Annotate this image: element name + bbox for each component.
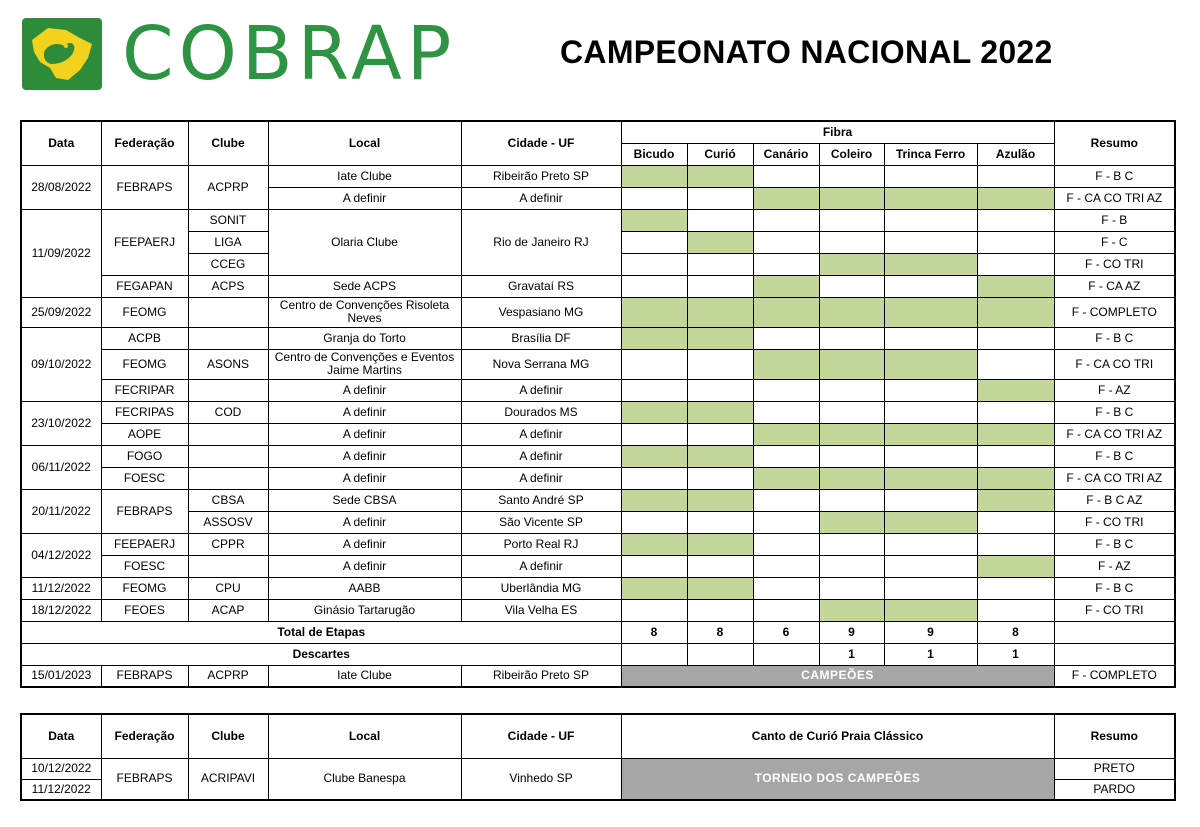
fibra-cell [977, 275, 1054, 297]
fibra-cell [819, 327, 884, 349]
federation-cell: FEBRAPS [101, 665, 188, 687]
descartes-value: 1 [819, 643, 884, 665]
federation-cell: FEBRAPS [101, 489, 188, 533]
federation-cell: FOESC [101, 467, 188, 489]
fibra-cell [977, 423, 1054, 445]
club-cell [188, 327, 268, 349]
fibra-cell [687, 165, 753, 187]
federation-cell: FECRIPAR [101, 379, 188, 401]
fibra-cell [621, 275, 687, 297]
resumo-cell: F - CO TRI [1054, 599, 1175, 621]
fibra-cell [687, 423, 753, 445]
fibra-cell [819, 297, 884, 327]
fibra-cell [884, 165, 977, 187]
header-resumo: Resumo [1054, 714, 1175, 758]
fibra-cell [753, 511, 819, 533]
federation-cell: FEOES [101, 599, 188, 621]
city-cell: A definir [461, 379, 621, 401]
fibra-cell [753, 187, 819, 209]
resumo-cell: F - AZ [1054, 379, 1175, 401]
club-cell: ACAP [188, 599, 268, 621]
fibra-cell [753, 327, 819, 349]
header-resumo: Resumo [1054, 121, 1175, 165]
total-value: 9 [884, 621, 977, 643]
fibra-cell [621, 187, 687, 209]
club-cell: CCEG [188, 253, 268, 275]
resumo-cell: F - B [1054, 209, 1175, 231]
page-title: CAMPEONATO NACIONAL 2022 [560, 34, 1053, 70]
fibra-cell [977, 489, 1054, 511]
fibra-cell [687, 209, 753, 231]
fibra-cell [753, 401, 819, 423]
descartes-resumo [1054, 643, 1175, 665]
club-cell: ACPRP [188, 665, 268, 687]
fibra-cell [819, 489, 884, 511]
header-bird: Azulão [977, 143, 1054, 165]
header-federacao: Federação [101, 714, 188, 758]
fibra-cell [621, 253, 687, 275]
resumo-cell: F - AZ [1054, 555, 1175, 577]
header-local: Local [268, 714, 461, 758]
fibra-cell [753, 423, 819, 445]
fibra-cell [687, 555, 753, 577]
fibra-cell [884, 401, 977, 423]
club-cell: CPU [188, 577, 268, 599]
fibra-cell [621, 401, 687, 423]
city-cell: Vespasiano MG [461, 297, 621, 327]
fibra-cell [819, 467, 884, 489]
fibra-cell [977, 231, 1054, 253]
federation-cell: FEEPAERJ [101, 533, 188, 555]
header-bird: Trinca Ferro [884, 143, 977, 165]
date-cell: 04/12/2022 [21, 533, 101, 577]
club-cell [188, 555, 268, 577]
city-cell: Gravataí RS [461, 275, 621, 297]
total-value: 8 [687, 621, 753, 643]
resumo-cell: F - COMPLETO [1054, 297, 1175, 327]
city-cell: Vila Velha ES [461, 599, 621, 621]
resumo-cell: F - C [1054, 231, 1175, 253]
fibra-cell [687, 533, 753, 555]
fibra-cell [687, 297, 753, 327]
fibra-cell [753, 253, 819, 275]
resumo-cell: PRETO [1054, 758, 1175, 779]
resumo-cell: F - B C [1054, 577, 1175, 599]
header-cidade: Cidade - UF [461, 121, 621, 165]
federation-cell: FOGO [101, 445, 188, 467]
fibra-cell [819, 231, 884, 253]
federation-cell: FOESC [101, 555, 188, 577]
resumo-cell: F - B C [1054, 165, 1175, 187]
fibra-cell [819, 511, 884, 533]
local-cell: Ginásio Tartarugão [268, 599, 461, 621]
local-cell: A definir [268, 187, 461, 209]
federation-cell: ACPB [101, 327, 188, 349]
club-cell: ASSOSV [188, 511, 268, 533]
fibra-cell [621, 349, 687, 379]
date-cell: 15/01/2023 [21, 665, 101, 687]
fibra-cell [819, 533, 884, 555]
fibra-cell [884, 187, 977, 209]
fibra-cell [884, 349, 977, 379]
resumo-cell: F - COMPLETO [1054, 665, 1175, 687]
local-cell: AABB [268, 577, 461, 599]
fibra-cell [977, 533, 1054, 555]
fibra-cell [621, 489, 687, 511]
club-cell: ACPRP [188, 165, 268, 209]
fibra-cell [977, 349, 1054, 379]
fibra-cell [884, 511, 977, 533]
local-cell: Iate Clube [268, 165, 461, 187]
city-cell: Uberlândia MG [461, 577, 621, 599]
fibra-cell [977, 467, 1054, 489]
federation-cell: FEOMG [101, 297, 188, 327]
fibra-cell [621, 231, 687, 253]
fibra-cell [753, 467, 819, 489]
date-cell: 25/09/2022 [21, 297, 101, 327]
fibra-cell [687, 511, 753, 533]
city-cell: Brasília DF [461, 327, 621, 349]
fibra-cell [687, 327, 753, 349]
club-cell [188, 379, 268, 401]
fibra-cell [753, 599, 819, 621]
fibra-cell [621, 327, 687, 349]
descartes-value [621, 643, 687, 665]
fibra-cell [753, 231, 819, 253]
resumo-cell: F - CO TRI [1054, 253, 1175, 275]
fibra-cell [819, 401, 884, 423]
fibra-cell [977, 599, 1054, 621]
fibra-cell [884, 253, 977, 275]
date-cell: 11/12/2022 [21, 577, 101, 599]
fibra-cell [884, 423, 977, 445]
resumo-cell: F - CA AZ [1054, 275, 1175, 297]
resumo-cell: F - CA CO TRI AZ [1054, 423, 1175, 445]
fibra-cell [687, 577, 753, 599]
date-cell: 09/10/2022 [21, 327, 101, 401]
header-data: Data [21, 714, 101, 758]
local-cell: Olaria Clube [268, 209, 461, 275]
fibra-cell [819, 599, 884, 621]
resumo-cell: F - CA CO TRI AZ [1054, 467, 1175, 489]
fibra-cell [884, 327, 977, 349]
fibra-cell [621, 599, 687, 621]
federation-cell: FEOMG [101, 349, 188, 379]
federation-cell: FEBRAPS [101, 758, 188, 800]
fibra-cell [977, 209, 1054, 231]
local-cell: Sede ACPS [268, 275, 461, 297]
city-cell: A definir [461, 555, 621, 577]
fibra-cell [687, 599, 753, 621]
total-value: 6 [753, 621, 819, 643]
fibra-cell [753, 577, 819, 599]
local-cell: Centro de Convenções e Eventos Jaime Martins [268, 349, 461, 379]
fibra-cell [753, 275, 819, 297]
descartes-value [687, 643, 753, 665]
resumo-cell: F - CA CO TRI AZ [1054, 187, 1175, 209]
federation-cell: AOPE [101, 423, 188, 445]
fibra-cell [819, 555, 884, 577]
fibra-cell [753, 297, 819, 327]
city-cell: A definir [461, 187, 621, 209]
torneio-banner: TORNEIO DOS CAMPEÕES [621, 758, 1054, 800]
header-cidade: Cidade - UF [461, 714, 621, 758]
city-cell: Santo André SP [461, 489, 621, 511]
fibra-cell [819, 253, 884, 275]
federation-cell: FEBRAPS [101, 165, 188, 209]
fibra-cell [753, 379, 819, 401]
city-cell: São Vicente SP [461, 511, 621, 533]
fibra-cell [687, 489, 753, 511]
city-cell: Porto Real RJ [461, 533, 621, 555]
total-value: 9 [819, 621, 884, 643]
resumo-cell: F - CA CO TRI [1054, 349, 1175, 379]
city-cell: A definir [461, 445, 621, 467]
fibra-cell [621, 577, 687, 599]
resumo-cell: PARDO [1054, 779, 1175, 800]
local-cell: A definir [268, 423, 461, 445]
fibra-cell [687, 187, 753, 209]
fibra-cell [884, 209, 977, 231]
club-cell: LIGA [188, 231, 268, 253]
local-cell: A definir [268, 379, 461, 401]
fibra-cell [819, 349, 884, 379]
fibra-cell [819, 209, 884, 231]
header-bird: Curió [687, 143, 753, 165]
club-cell [188, 445, 268, 467]
date-cell: 10/12/2022 [21, 758, 101, 779]
city-cell: Dourados MS [461, 401, 621, 423]
fibra-cell [884, 467, 977, 489]
fibra-cell [977, 555, 1054, 577]
club-cell: ACPS [188, 275, 268, 297]
local-cell: Clube Banespa [268, 758, 461, 800]
fibra-cell [621, 209, 687, 231]
fibra-cell [819, 165, 884, 187]
local-cell: A definir [268, 467, 461, 489]
fibra-cell [687, 275, 753, 297]
total-value: 8 [621, 621, 687, 643]
fibra-cell [621, 511, 687, 533]
fibra-cell [753, 165, 819, 187]
date-cell: 06/11/2022 [21, 445, 101, 489]
fibra-cell [753, 489, 819, 511]
descartes-label: Descartes [21, 643, 621, 665]
fibra-cell [884, 599, 977, 621]
fibra-cell [753, 349, 819, 379]
campeoes-banner: CAMPEÕES [621, 665, 1054, 687]
fibra-cell [819, 187, 884, 209]
fibra-cell [687, 231, 753, 253]
date-cell: 18/12/2022 [21, 599, 101, 621]
header-clube: Clube [188, 121, 268, 165]
date-cell: 28/08/2022 [21, 165, 101, 209]
descartes-value [753, 643, 819, 665]
fibra-cell [884, 275, 977, 297]
fibra-cell [621, 555, 687, 577]
header-event: Canto de Curió Praia Clássico [621, 714, 1054, 758]
date-cell: 11/09/2022 [21, 209, 101, 297]
fibra-cell [753, 555, 819, 577]
resumo-cell: F - B C [1054, 533, 1175, 555]
federation-cell: FEOMG [101, 577, 188, 599]
local-cell: Iate Clube [268, 665, 461, 687]
local-cell: Sede CBSA [268, 489, 461, 511]
club-cell: ACRIPAVI [188, 758, 268, 800]
fibra-cell [687, 253, 753, 275]
header-bird: Coleiro [819, 143, 884, 165]
city-cell: Vinhedo SP [461, 758, 621, 800]
fibra-cell [621, 423, 687, 445]
header-data: Data [21, 121, 101, 165]
fibra-cell [753, 533, 819, 555]
fibra-cell [753, 445, 819, 467]
club-cell: ASONS [188, 349, 268, 379]
fibra-cell [621, 533, 687, 555]
federation-cell: FEGAPAN [101, 275, 188, 297]
fibra-cell [884, 297, 977, 327]
cobrap-logo [22, 18, 102, 90]
fibra-cell [977, 253, 1054, 275]
city-cell: A definir [461, 423, 621, 445]
resumo-cell: F - B C AZ [1054, 489, 1175, 511]
fibra-cell [819, 379, 884, 401]
fibra-cell [977, 165, 1054, 187]
header-federacao: Federação [101, 121, 188, 165]
fibra-cell [819, 275, 884, 297]
city-cell: A definir [461, 467, 621, 489]
fibra-cell [884, 489, 977, 511]
fibra-cell [687, 445, 753, 467]
fibra-cell [884, 445, 977, 467]
federation-cell: FEEPAERJ [101, 209, 188, 275]
fibra-cell [687, 379, 753, 401]
club-cell [188, 423, 268, 445]
fibra-cell [687, 467, 753, 489]
date-cell: 11/12/2022 [21, 779, 101, 800]
championship-table [20, 120, 1176, 688]
fibra-cell [621, 445, 687, 467]
header-local: Local [268, 121, 461, 165]
date-cell: 23/10/2022 [21, 401, 101, 445]
club-cell: SONIT [188, 209, 268, 231]
city-cell: Rio de Janeiro RJ [461, 209, 621, 275]
fibra-cell [621, 467, 687, 489]
local-cell: Granja do Torto [268, 327, 461, 349]
fibra-cell [884, 577, 977, 599]
fibra-cell [884, 379, 977, 401]
resumo-cell: F - B C [1054, 401, 1175, 423]
fibra-cell [977, 327, 1054, 349]
federation-cell: FECRIPAS [101, 401, 188, 423]
club-cell: CPPR [188, 533, 268, 555]
fibra-cell [977, 379, 1054, 401]
header-bird: Bicudo [621, 143, 687, 165]
city-cell: Nova Serrana MG [461, 349, 621, 379]
classic-tournament-table [20, 713, 1176, 801]
local-cell: A definir [268, 401, 461, 423]
total-resumo [1054, 621, 1175, 643]
header-bird: Canário [753, 143, 819, 165]
fibra-cell [621, 379, 687, 401]
resumo-cell: F - B C [1054, 327, 1175, 349]
descartes-value: 1 [977, 643, 1054, 665]
fibra-cell [977, 577, 1054, 599]
descartes-value: 1 [884, 643, 977, 665]
fibra-cell [621, 297, 687, 327]
city-cell: Ribeirão Preto SP [461, 665, 621, 687]
fibra-cell [977, 445, 1054, 467]
resumo-cell: F - CO TRI [1054, 511, 1175, 533]
local-cell: A definir [268, 511, 461, 533]
fibra-cell [884, 231, 977, 253]
fibra-cell [687, 349, 753, 379]
fibra-cell [977, 511, 1054, 533]
local-cell: A definir [268, 445, 461, 467]
fibra-cell [753, 209, 819, 231]
club-cell: CBSA [188, 489, 268, 511]
fibra-cell [819, 577, 884, 599]
fibra-cell [621, 165, 687, 187]
total-label: Total de Etapas [21, 621, 621, 643]
fibra-cell [884, 555, 977, 577]
city-cell: Ribeirão Preto SP [461, 165, 621, 187]
local-cell: A definir [268, 533, 461, 555]
header-clube: Clube [188, 714, 268, 758]
resumo-cell: F - B C [1054, 445, 1175, 467]
club-cell: COD [188, 401, 268, 423]
club-cell [188, 467, 268, 489]
local-cell: Centro de Convenções Risoleta Neves [268, 297, 461, 327]
local-cell: A definir [268, 555, 461, 577]
brand-name: COBRAP [122, 11, 457, 97]
date-cell: 20/11/2022 [21, 489, 101, 533]
fibra-cell [819, 445, 884, 467]
fibra-cell [884, 533, 977, 555]
club-cell [188, 297, 268, 327]
fibra-cell [819, 423, 884, 445]
fibra-cell [977, 297, 1054, 327]
total-value: 8 [977, 621, 1054, 643]
header-fibra: Fibra [621, 121, 1054, 143]
fibra-cell [977, 401, 1054, 423]
fibra-cell [687, 401, 753, 423]
fibra-cell [977, 187, 1054, 209]
